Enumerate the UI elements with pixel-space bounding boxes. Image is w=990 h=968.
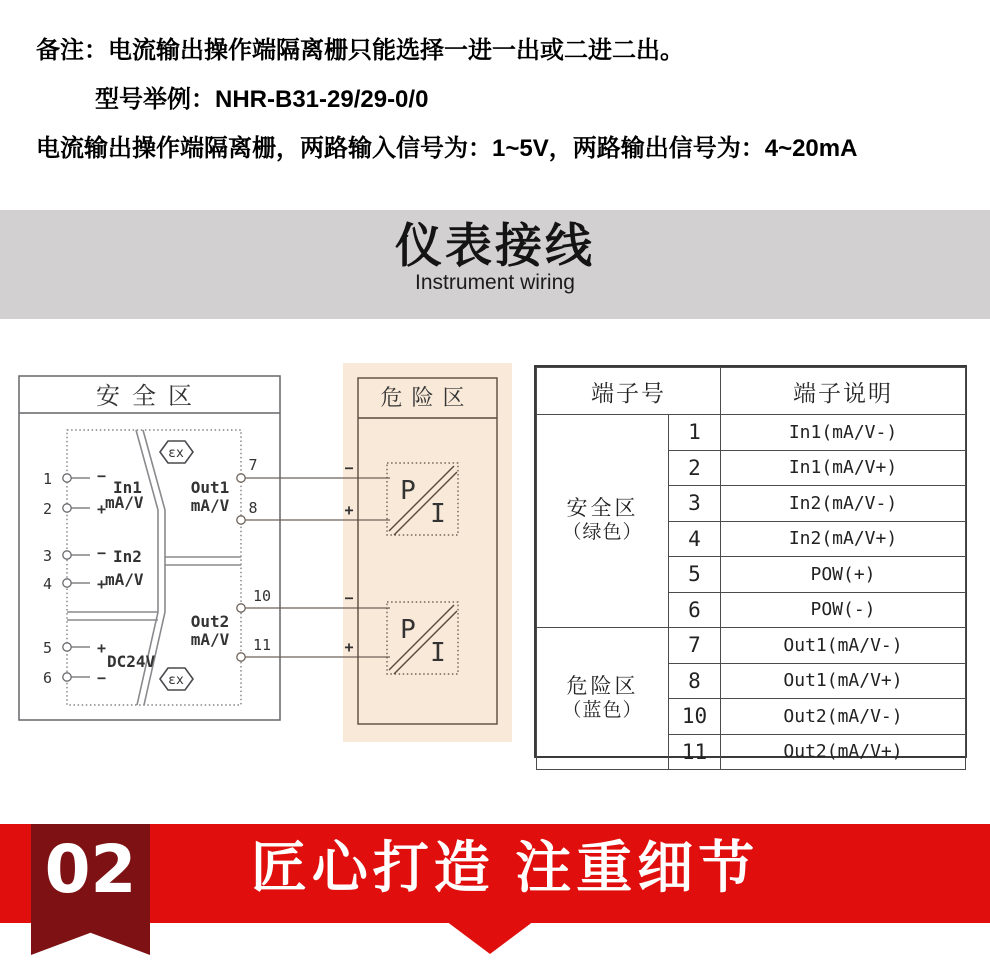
terminal-desc-cell: POW(-) [721,592,966,628]
terminal-6-number: 6 [42,669,52,687]
terminal-number-cell: 3 [669,486,721,522]
ex-mark-bottom-label: εx [168,673,184,688]
zone-danger-line2: （蓝色） [562,699,643,721]
terminal-number-cell: 5 [669,557,721,593]
terminal-2-sign: + [97,500,107,518]
wiring-diagram [0,355,530,755]
terminal-number-cell: 7 [669,628,721,664]
ex-mark-bottom [160,668,193,690]
terminal-desc-cell: In1(mA/V-) [721,415,966,451]
in1-label: In1 [113,478,142,497]
terminal-8-number: 8 [248,499,258,517]
terminal-7-sign: − [344,459,354,477]
table-row [537,628,966,664]
terminal-10-sign: − [344,589,354,607]
terminal-3-sign: − [97,544,107,562]
terminal-5-sign: + [97,639,107,657]
out2-label: Out2 [190,612,230,631]
pi1-i-label: I [430,499,446,529]
channel-labels [105,478,230,671]
terminal-desc-cell: In2(mA/V-) [721,486,966,522]
footer-title: 匠心打造 注重细节 [250,836,760,899]
footer-section-number: 02 [44,831,137,908]
in2-unit: mA/V [105,570,144,589]
pi2-i-label: I [430,638,446,668]
terminal-5-number: 5 [42,639,52,657]
col-header-terminal-no: 端子号 [537,368,721,415]
in1-unit: mA/V [105,493,144,512]
pi1-p-label: P [400,476,416,506]
terminal-6-sign: − [97,669,107,687]
terminal-2-number: 2 [42,500,52,518]
zone-danger-line1: 危险区 [566,674,639,698]
in2-label: In2 [113,547,142,566]
terminal-1-sign: − [97,467,107,485]
terminal-7-number: 7 [248,456,258,474]
terminal-desc-cell: POW(+) [721,557,966,593]
terminal-8-sign: + [344,501,354,519]
zone-cell-safe [537,415,669,628]
terminal-11-number: 11 [252,636,272,654]
section-subtitle: Instrument wiring [415,271,575,295]
out1-label: Out1 [190,478,230,497]
terminal-number-cell: 2 [669,450,721,486]
terminal-desc-cell: In1(mA/V+) [721,450,966,486]
terminal-desc-cell: Out2(mA/V+) [721,734,966,770]
ex-mark-top-label: εx [168,446,184,461]
terminal-number-cell: 1 [669,415,721,451]
terminal-desc-cell: In2(mA/V+) [721,521,966,557]
terminal-4-number: 4 [42,575,52,593]
pi2-p-label: P [400,615,416,645]
section-banner [0,210,990,319]
terminal-4-sign: + [97,575,107,593]
danger-zone-background [343,363,512,742]
table-row [537,415,966,451]
zone-cell-danger [537,628,669,770]
ex-mark-top [160,441,193,463]
out2-unit: mA/V [190,630,230,649]
zone-safe-line1: 安全区 [566,497,639,521]
power-label: DC24V [107,652,156,671]
safe-zone-title: 安全区 [96,382,204,410]
note-model-example: 型号举例：NHR-B31-29/29-0/0 [95,86,429,113]
col-header-terminal-desc: 端子说明 [721,368,966,415]
terminal-number-cell: 8 [669,663,721,699]
terminal-11-sign: + [344,638,354,656]
terminal-number-cell: 11 [669,734,721,770]
out1-unit: mA/V [190,496,230,515]
terminal-number-cell: 4 [669,521,721,557]
danger-zone-title: 危险区 [380,386,474,411]
terminal-number-cell: 10 [669,699,721,735]
note-line-3: 电流输出操作端隔离栅，两路输入信号为：1~5V，两路输出信号为：4~20mA [36,135,858,162]
zone-safe-line2: （绿色） [562,522,643,544]
footer-banner-arrow [446,921,534,954]
section-title: 仪表接线 [395,219,595,272]
terminal-desc-cell: Out2(mA/V-) [721,699,966,735]
terminal-3-number: 3 [42,547,52,565]
terminal-desc-cell: Out1(mA/V+) [721,663,966,699]
terminal-10-number: 10 [252,587,272,605]
terminal-table [534,365,967,764]
terminal-number-cell: 6 [669,592,721,628]
input-terminals [43,467,106,687]
terminal-1-number: 1 [42,470,52,488]
note-line-1: 备注：电流输出操作端隔离栅只能选择一进一出或二进二出。 [36,37,684,64]
terminal-desc-cell: Out1(mA/V-) [721,628,966,664]
